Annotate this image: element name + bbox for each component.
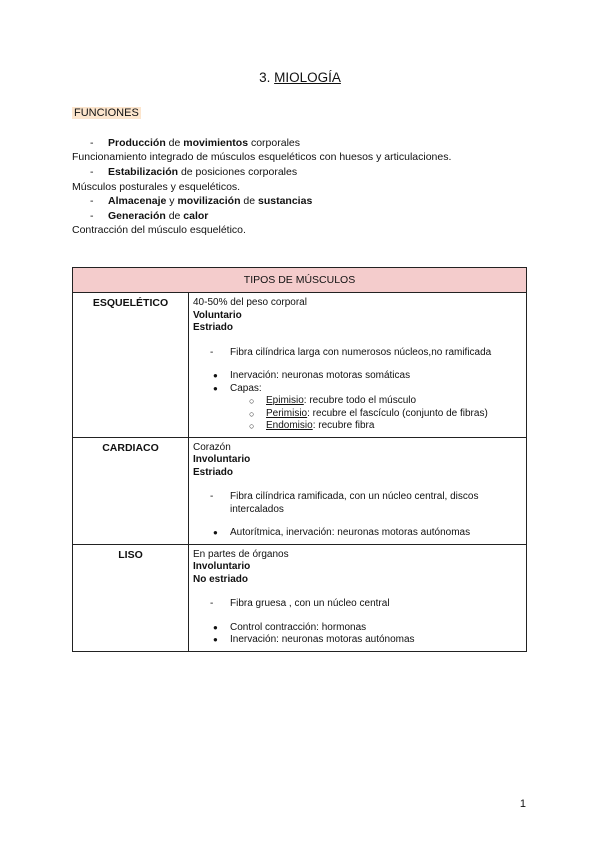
function-desc-2: Músculos posturales y esqueléticos. [72,181,241,193]
muscle-details: Corazón Involuntario Estriado - Fibra cilíndrica ramificada, con un núcleo central, discos intercalados ● Autorítmica, inervación: neuronas motoras autónomas [189,437,527,544]
muscle-name: LISO [73,544,189,651]
function-item-1: - Producción de movimientos corporales [90,137,300,149]
title-text: MIOLOGÍA [274,70,341,85]
function-item-4: - Generación de calor [90,210,209,222]
muscle-types-table [72,267,527,652]
section-label: FUNCIONES [74,107,139,119]
table-row-cardiaco [73,437,527,544]
function-desc-4: Contracción del músculo esquelético. [72,224,246,236]
muscle-details: En partes de órganos Involuntario No estriado - Fibra gruesa , con un núcleo central ● Control contracción: hormonas ● Inervación: neuronas motoras autónomas [189,544,527,651]
table-row-esqueletico [73,293,527,438]
muscle-details: 40-50% del peso corporal Voluntario Estriado - Fibra cilíndrica larga con numerosos núcleos,no ramificada ● Inervación: neuronas motoras somáticas ● Capas: ○ Epimisio: recubre todo el músculo ○ Perimisio: recubre el fascículo (conjunto de fibras) ○ Endomisio: recubre fibra [189,293,527,438]
table-header: TIPOS DE MÚSCULOS [73,268,527,293]
muscle-name: ESQUELÉTICO [73,293,189,438]
function-desc-1: Funcionamiento integrado de músculos esqueléticos con huesos y articulaciones. [72,151,452,163]
title-number: 3. [259,70,271,85]
table-row-liso [73,544,527,651]
function-item-2: - Estabilización de posiciones corporales [90,166,298,178]
function-item-3: - Almacenaje y movilización de sustancias [90,195,313,207]
muscle-name: CARDIACO [73,437,189,544]
page-number: 1 [519,798,526,810]
page-title [0,70,600,85]
